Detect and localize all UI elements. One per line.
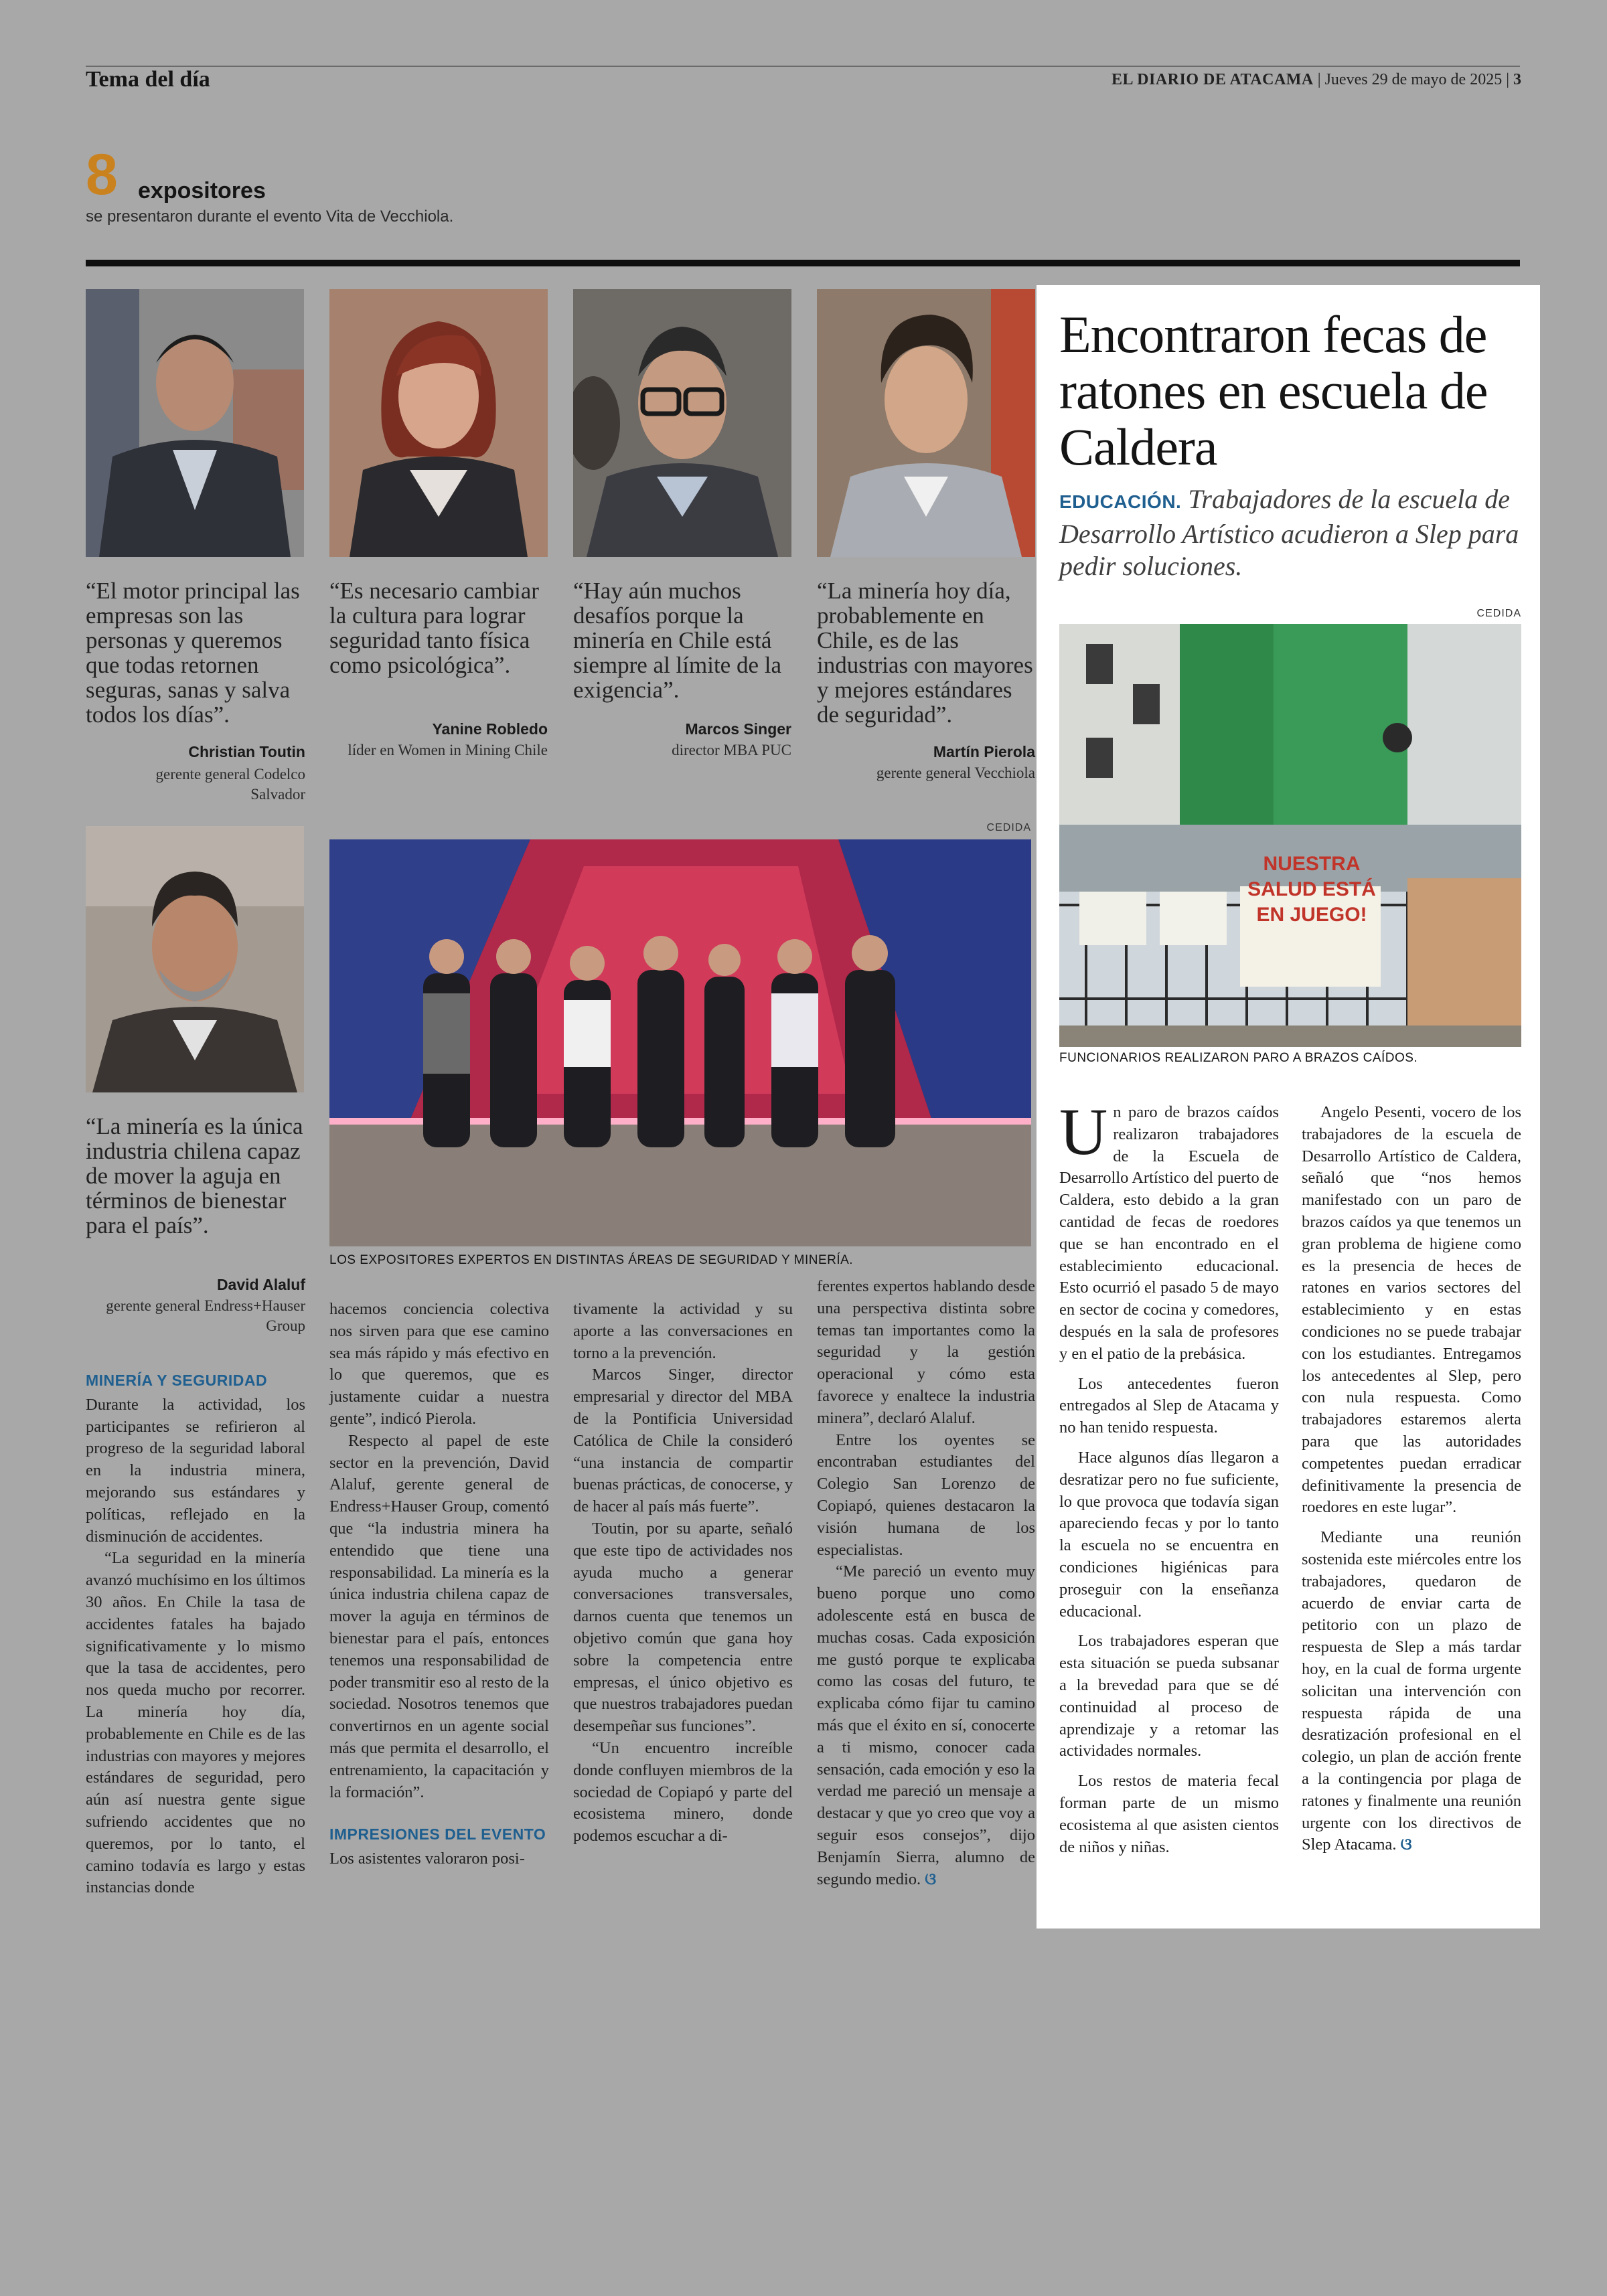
- portrait-david-alaluf: [86, 826, 304, 1092]
- paragraph: Los restos de materia fecal forman parte de un mismo ecosistema al que asisten cientos de niños y niñas.: [1059, 1772, 1279, 1856]
- publication-name: EL DIARIO DE ATACAMA: [1111, 71, 1314, 88]
- paragraph: Hace algunos días llegaron a desratizar pero no fue suficiente, lo que provoca que todavía sigan apareciendo fecas y por lo tanto la escuela no se encuentra en condiciones higiénicas para proseguir con la enseñanza educacional.: [1059, 1448, 1279, 1621]
- article-column-3: [573, 1299, 793, 1848]
- event-photo: [329, 839, 1031, 1246]
- paragraph: “Un encuentro increíble donde confluyen miembros de la sociedad de Copiapó y parte del ecosistema minero, donde podemos escuchar a di-: [573, 1738, 793, 1846]
- quote-role: gerente general Codelco Salvador: [155, 766, 305, 803]
- paragraph: Durante la actividad, los participantes se refirieron al progreso de la seguridad laboral en la industria minera, mejorando sus estándares y políticas, reflejado en la disminución de accidentes.: [86, 1395, 305, 1546]
- sidebar-headline: Encontraron fecas de ratones en escuela de Caldera: [1059, 305, 1488, 476]
- protest-sign: [1241, 851, 1382, 928]
- quote-text: “Hay aún muchos desafíos porque la minería en Chile está siempre al límite de la exigencia”.: [573, 578, 782, 703]
- quote-role: gerente general Endress+Hauser Group: [106, 1297, 305, 1334]
- quote-role: gerente general Vecchiola: [876, 764, 1035, 781]
- sign-line: EN JUEGO!: [1256, 904, 1367, 926]
- quote-author: Marcos Singer: [685, 720, 791, 738]
- paragraph: ferentes expertos hablando desde una perspectiva distinta sobre temas tan importantes como la seguridad y la gestión operacional y cómo esta favorece y enaltece la industria minera”, declaró Alaluf.: [817, 1277, 1035, 1427]
- paragraph: Mediante una reunión sostenida este miércoles entre los trabajadores, quedaron de acuerdo de enviar carta de petitorio con un plazo de respuesta de Slep a más tardar hoy, en la cual de forma urgente solicitan una intervención con respuesta rápida de una desratización profesional en el colegio, un plan de acción frente a la contingencia por plaga de ratones y finalmente una reunión urgente con los directivos de Slep Atacama. ଓ: [1302, 1528, 1521, 1854]
- paragraph: Toutin, por su aparte, señaló que este tipo de actividades nos ayuda mucho a generar conversaciones transversales, darnos cuenta que tenemos un objetivo común que gana hoy sobre la competencia entre empresas, el único objetivo es que nuestros trabajadores puedan desempeñar sus funciones”.: [573, 1519, 793, 1736]
- paragraph: “Me pareció un evento muy bueno porque uno como adolescente está en busca de muchas cosas. Cada exposición me gustó porque te explicaba como las cosas del futuro, te explicaba cómo fijar tu camino más que el éxito en sí, conocerte a ti mismo, conocer cada sensación, cada emoción y eso la verdad me pareció un mensaje a destacar y que yo creo que voy a seguir esos consejos”, dijo Benjamín Sierra, alumno de segundo medio. ଓ: [817, 1562, 1035, 1888]
- quote-author: Christian Toutin: [188, 743, 305, 760]
- stat-sub: se presentaron durante el evento Vita de Vecchiola.: [86, 208, 454, 226]
- stat-label: expositores: [138, 178, 266, 203]
- photo-credit: CEDIDA: [986, 822, 1031, 833]
- quote-text: “El motor principal las empresas son las personas y queremos que todas retornen seguras, sanas y salva todos los días”.: [86, 578, 300, 728]
- sign-line: SALUD ESTÁ: [1247, 878, 1376, 900]
- paragraph: tivamente la actividad y su aporte a las conversaciones en torno a la prevención.: [573, 1300, 793, 1362]
- paragraph: Los antecedentes fueron entregados al Slep de Atacama y no han tenido respuesta.: [1059, 1374, 1279, 1437]
- paragraph: Angelo Pesenti, vocero de los trabajadores de la escuela de Desarrollo Artístico de Caldera, señaló que “nos hemos manifestado con un paro de brazos caídos ya que tenemos un gran problema de higiene como es la presencia de heces de ratones en varios sectores del establecimiento y en estas condiciones no se puede trabajar con los estudiantes. Entregamos los antecedentes al Slep, pero con nula respuesta. Como trabajadores estaremos alerta para que las autoridades competentes puedan erradicar definitivamente la presencia de roedores en este lugar”.: [1302, 1103, 1521, 1517]
- portrait-christian-toutin: [86, 289, 304, 557]
- paragraph: Respecto al papel de este sector en la prevención, David Alaluf, gerente general de Endress+Hauser Group, comentó que “la industria minera ha entendido que tiene una responsabilidad. La minería es la única industria chilena capaz de mover la aguja en términos de bienestar para el país, entonces tenemos una responsabilidad de poder transmitir eso al resto de la sociedad. Nosotros tenemos que convertirnos en un agente social más que permita el desarrollo, el entrenamiento, la capacitación y la formación”.: [329, 1431, 549, 1801]
- paragraph: Los trabajadores esperan que esta situación se pueda subsanar a la brevedad para que se dé continuidad al proceso de aprendizaje y a retomar las actividades normales.: [1059, 1632, 1279, 1760]
- section-title: Tema del día: [86, 67, 210, 92]
- portrait-yanine-robledo: [329, 289, 548, 557]
- quote-role: director MBA PUC: [672, 742, 791, 758]
- paragraph: “La seguridad en la minería avanzó muchísimo en los últimos 30 años. En Chile la tasa de accidentes fatales ha bajado significativamente y lo mismo que la tasa de accidentes, pero nos queda mucho por recorrer. La minería hoy día, probablemente en Chile es de las industrias con mayores y mejores estándares de seguridad, pero aún así nuestra gente sigue sufriendo accidentes que no queremos, por lo tanto, el camino todavía es largo y estas instancias donde: [86, 1549, 305, 1897]
- photo-caption: LOS EXPOSITORES EXPERTOS EN DISTINTAS ÁREAS DE SEGURIDAD Y MINERÍA.: [329, 1253, 854, 1267]
- subhead-mineria: MINERÍA Y SEGURIDAD: [86, 1372, 268, 1389]
- sign-line: NUESTRA: [1263, 853, 1361, 875]
- header-rule: [86, 66, 1520, 67]
- end-mark-icon: ଓ: [925, 1870, 937, 1888]
- quote-text: “La minería hoy día, probablemente en Chile, es de las industrias con mayores y mejores estándares de seguridad”.: [817, 578, 1033, 728]
- sidebar-photo-credit: CEDIDA: [1476, 608, 1521, 619]
- portrait-marcos-singer: [573, 289, 791, 557]
- sidebar-kicker: [1059, 483, 1528, 582]
- paragraph: hacemos conciencia colectiva nos sirven para que ese camino sea más rápido y más efectivo en lo que queremos, que es justamente cuidar a nuestra gente”, indicó Pierola.: [329, 1300, 549, 1428]
- stat-number: 8: [86, 143, 118, 207]
- paragraph: Un paro de brazos caídos realizaron trabajadores de la Escuela de Desarrollo Artístico del puerto de Caldera, esto debido a la gran cantidad de fecas de roedores que se han encontrado en el establecimiento educacional. Esto ocurrió el pasado 5 de mayo en sector de cocina y comedores, después en la sala de profesores y en el patio de la prebásica.: [1059, 1094, 1279, 1363]
- article-column-2: [329, 1299, 549, 1870]
- quote-author: David Alaluf: [216, 1276, 305, 1293]
- portrait-martin-pierola: [817, 289, 1035, 557]
- subhead-impresiones: IMPRESIONES DEL EVENTO: [329, 1825, 546, 1843]
- issue-date: Jueves 29 de mayo de 2025: [1324, 71, 1503, 88]
- sidebar-photo-caption: FUNCIONARIOS REALIZARON PARO A BRAZOS CAÍDOS.: [1059, 1051, 1418, 1065]
- quote-text: “Es necesario cambiar la cultura para lograr seguridad tanto física como psicológica”.: [329, 578, 539, 678]
- end-mark-icon: ଓ: [1400, 1835, 1412, 1854]
- quote-author: Yanine Robledo: [432, 720, 548, 738]
- paragraph: Los asistentes valoraron posi-: [329, 1850, 525, 1868]
- section-divider: [86, 260, 1520, 266]
- sidebar-column-2: [1302, 1102, 1521, 1864]
- sidebar-column-1: [1059, 1094, 1279, 1866]
- drop-cap: U: [1059, 1094, 1108, 1169]
- page-number: 3: [1513, 71, 1521, 88]
- kicker-label: EDUCACIÓN.: [1059, 491, 1182, 512]
- quote-author: Martín Pierola: [933, 743, 1035, 760]
- paragraph: Entre los oyentes se encontraban estudiantes del Colegio San Lorenzo de Copiapó, quienes destacaron la visión humana de los especialistas.: [817, 1430, 1035, 1559]
- masthead: EL DIARIO DE ATACAMA | Jueves 29 de mayo de 2025 | 3: [1111, 71, 1521, 88]
- article-column-4: [817, 1276, 1035, 1890]
- article-column-1: [86, 1370, 305, 1899]
- paragraph: Marcos Singer, director empresarial y director del MBA de la Pontificia Universidad Católica de Chile la consideró “una instancia de compartir buenas prácticas, de conocerse, y de hacer al país más fuerte”.: [573, 1366, 793, 1516]
- school-photo: [1059, 624, 1521, 1047]
- kicker-text: Trabajadores de la escuela de Desarrollo Artístico acudieron a Slep para pedir soluciones.: [1059, 484, 1519, 581]
- quote-role: líder en Women in Mining Chile: [348, 742, 548, 758]
- quote-text: “La minería es la única industria chilena capaz de mover la aguja en términos de bienestar para el país”.: [86, 1113, 303, 1238]
